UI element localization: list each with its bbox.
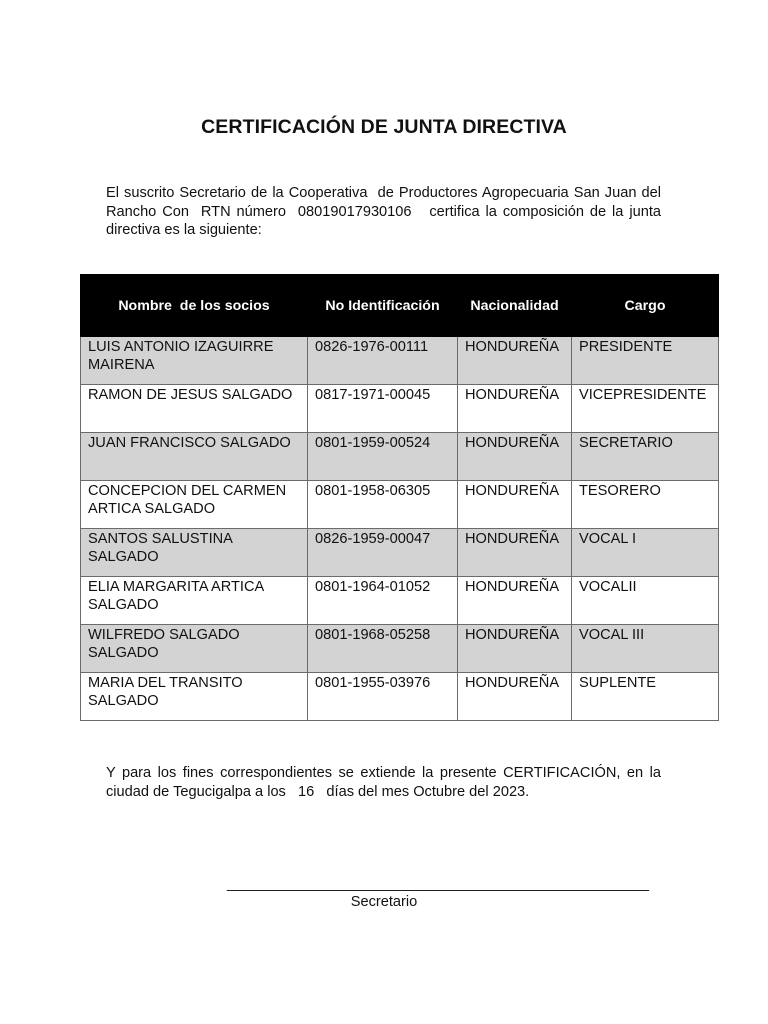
member-position-cell: VOCAL I <box>572 529 719 577</box>
member-position-cell: VICEPRESIDENTE <box>572 385 719 433</box>
member-nationality-cell: HONDUREÑA <box>458 625 572 673</box>
closing-paragraph: Y para los fines correspondientes se extiende la presente CERTIFICACIÓN, en la ciudad de Tegucigalpa a los 16 días del mes Octubre del 2023. <box>106 765 666 800</box>
member-nationality-cell: HONDUREÑA <box>458 529 572 577</box>
table-row <box>81 529 719 577</box>
member-id-cell: 0801-1958-06305 <box>308 481 458 529</box>
member-id-cell: 0801-1964-01052 <box>308 577 458 625</box>
member-position-cell: VOCAL III <box>572 625 719 673</box>
member-id-cell: 0801-1955-03976 <box>308 673 458 721</box>
member-name-cell: JUAN FRANCISCO SALGADO <box>81 433 308 481</box>
table-row <box>81 385 719 433</box>
table-row <box>81 337 719 385</box>
member-position-cell: SUPLENTE <box>572 673 719 721</box>
table-row <box>81 433 719 481</box>
member-name-cell: RAMON DE JESUS SALGADO <box>81 385 308 433</box>
table-row <box>81 673 719 721</box>
member-id-cell: 0801-1968-05258 <box>308 625 458 673</box>
table-row <box>81 625 719 673</box>
column-header-nationality: Nacionalidad <box>458 275 572 337</box>
column-header-name: Nombre de los socios <box>81 275 308 337</box>
member-nationality-cell: HONDUREÑA <box>458 337 572 385</box>
member-position-cell: VOCALII <box>572 577 719 625</box>
board-members-table <box>80 274 719 721</box>
intro-paragraph: El suscrito Secretario de la Cooperativa de Productores Agropecuaria San Juan del Rancho Con RTN número 08019017930106 certifica la composición de la junta directiva es la siguiente: <box>106 185 666 238</box>
member-name-cell: SANTOS SALUSTINA SALGADO <box>81 529 308 577</box>
member-nationality-cell: HONDUREÑA <box>458 481 572 529</box>
member-position-cell: PRESIDENTE <box>572 337 719 385</box>
member-name-cell: LUIS ANTONIO IZAGUIRRE MAIRENA <box>81 337 308 385</box>
member-nationality-cell: HONDUREÑA <box>458 673 572 721</box>
member-name-cell: WILFREDO SALGADO SALGADO <box>81 625 308 673</box>
signature-label: Secretario <box>350 894 418 910</box>
member-position-cell: TESORERO <box>572 481 719 529</box>
table-row <box>81 481 719 529</box>
member-name-cell: CONCEPCION DEL CARMEN ARTICA SALGADO <box>81 481 308 529</box>
member-name-cell: ELIA MARGARITA ARTICA SALGADO <box>81 577 308 625</box>
member-position-cell: SECRETARIO <box>572 433 719 481</box>
column-header-position: Cargo <box>572 275 719 337</box>
table-header-row <box>81 275 719 337</box>
member-id-cell: 0817-1971-00045 <box>308 385 458 433</box>
member-id-cell: 0826-1976-00111 <box>308 337 458 385</box>
signature-line: ____________________________________________________ <box>227 876 650 892</box>
member-id-cell: 0826-1959-00047 <box>308 529 458 577</box>
member-name-cell: MARIA DEL TRANSITO SALGADO <box>81 673 308 721</box>
member-nationality-cell: HONDUREÑA <box>458 385 572 433</box>
document-title: CERTIFICACIÓN DE JUNTA DIRECTIVA <box>201 116 567 138</box>
table-row <box>81 577 719 625</box>
member-id-cell: 0801-1959-00524 <box>308 433 458 481</box>
column-header-id: No Identificación <box>308 275 458 337</box>
member-nationality-cell: HONDUREÑA <box>458 433 572 481</box>
member-nationality-cell: HONDUREÑA <box>458 577 572 625</box>
